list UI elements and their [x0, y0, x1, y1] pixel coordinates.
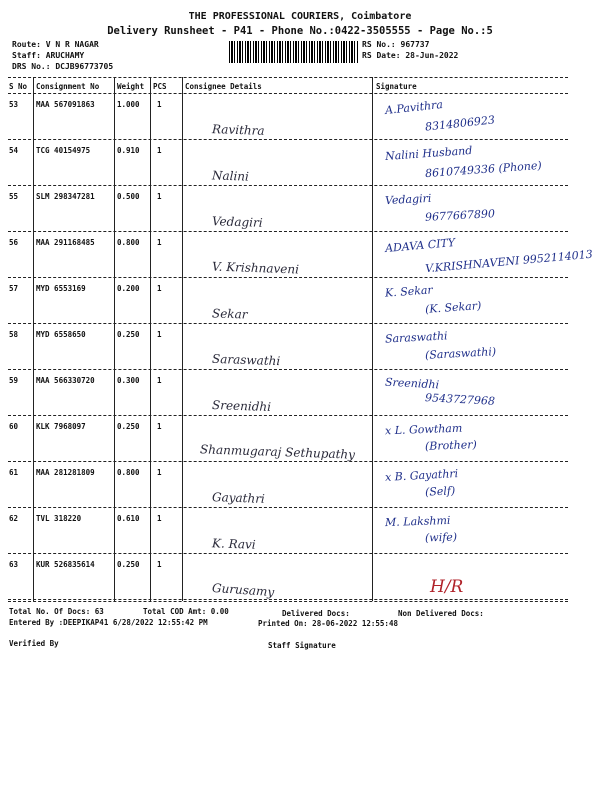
row-signature-note: 9543727968: [424, 391, 496, 408]
row-pcs: 1: [157, 330, 162, 339]
row-consignment-no: TCG 40154975: [36, 146, 91, 155]
staff-label: Staff: ARUCHAMY: [12, 51, 85, 60]
row-signature-note: (K. Sekar): [424, 299, 482, 316]
row-sno: 54: [9, 146, 19, 155]
row-consignee-name: Vedagiri: [211, 214, 263, 230]
row-separator: [8, 277, 568, 278]
row-consignee-name: Sreenidhi: [211, 397, 272, 415]
row-signature-note: (Self): [424, 484, 456, 499]
column-divider: [182, 77, 183, 601]
row-consignment-no: MYD 6558650: [36, 330, 86, 339]
row-weight: 0.250: [117, 422, 140, 431]
row-pcs: 1: [157, 422, 162, 431]
non-delivered-docs: Non Delivered Docs:: [398, 609, 484, 618]
row-sno: 59: [9, 376, 19, 385]
row-weight: 0.800: [117, 238, 140, 247]
row-signature: Vedagiri: [384, 191, 432, 208]
row-consignment-no: TVL 318220: [36, 514, 82, 523]
row-signature-note: V.KRISHNAVENI 9952114013: [424, 247, 594, 276]
row-pcs: 1: [157, 514, 162, 523]
row-weight: 0.500: [117, 192, 140, 201]
row-consignment-no: SLM 298347281: [36, 192, 95, 201]
col-header-consignment: Consignment No: [36, 82, 100, 91]
row-weight: 1.000: [117, 100, 140, 109]
row-separator: [8, 415, 568, 416]
row-sno: 63: [9, 560, 19, 569]
row-signature: Saraswathi: [384, 329, 448, 346]
row-weight: 0.910: [117, 146, 140, 155]
header-bottom-rule: [8, 93, 568, 94]
row-signature-note: 8610749336 (Phone): [424, 158, 543, 181]
printed-on: Printed On: 28-06-2022 12:55:48: [258, 619, 398, 628]
row-consignee-name: Ravithra: [211, 122, 265, 138]
row-consignee-name: K. Ravi: [211, 536, 256, 552]
column-divider: [114, 77, 115, 601]
row-weight: 0.300: [117, 376, 140, 385]
drs-number: DRS No.: DCJB96773705: [12, 62, 114, 71]
row-pcs: 1: [157, 468, 162, 477]
entered-by: Entered By :DEEPIKAP41 6/28/2022 12:55:42 PM: [9, 618, 208, 627]
row-consignee-name: Shanmugaraj Sethupathy: [199, 442, 356, 462]
row-signature-note: 9677667890: [424, 207, 496, 224]
row-signature: K. Sekar: [384, 283, 434, 300]
row-pcs: 1: [157, 560, 162, 569]
col-header-weight: Weight: [117, 82, 145, 91]
column-divider: [150, 77, 151, 601]
row-sno: 53: [9, 100, 19, 109]
row-separator: [8, 599, 568, 600]
col-header-signature: Signature: [376, 82, 417, 91]
table-bottom-rule: [8, 601, 568, 602]
row-signature-note: (wife): [424, 530, 458, 545]
row-signature: x B. Gayathri: [384, 467, 459, 484]
row-separator: [8, 369, 568, 370]
row-sno: 62: [9, 514, 19, 523]
row-consignment-no: MAA 291168485: [36, 238, 95, 247]
delivered-docs: Delivered Docs:: [282, 609, 350, 618]
col-header-consignee: Consignee Details: [185, 82, 262, 91]
row-signature: M. Lakshmi: [384, 513, 451, 530]
row-weight: 0.610: [117, 514, 140, 523]
row-separator: [8, 231, 568, 232]
row-sno: 56: [9, 238, 19, 247]
row-consignment-no: KUR 526835614: [36, 560, 95, 569]
row-separator: [8, 461, 568, 462]
row-consignee-name: Nalini: [211, 168, 250, 184]
row-signature-note: 8314806923: [424, 113, 496, 134]
row-signature: A.Pavithra: [384, 98, 444, 117]
row-sno: 58: [9, 330, 19, 339]
row-consignee-name: Gurusamy: [211, 580, 275, 600]
row-signature: ADAVA CITY: [384, 235, 456, 256]
row-weight: 0.200: [117, 284, 140, 293]
row-pcs: 1: [157, 100, 162, 109]
rs-date: RS Date: 28-Jun-2022: [362, 51, 459, 60]
verified-by: Verified By: [9, 639, 59, 648]
total-cod: Total COD Amt: 0.00: [143, 607, 229, 616]
row-separator: [8, 323, 568, 324]
row-signature-note: (Brother): [424, 438, 478, 453]
barcode-image: [229, 41, 359, 63]
row-separator: [8, 553, 568, 554]
row-separator: [8, 139, 568, 140]
row-pcs: 1: [157, 238, 162, 247]
row-pcs: 1: [157, 376, 162, 385]
row-pcs: 1: [157, 146, 162, 155]
runsheet-subtitle: Delivery Runsheet - P41 - Phone No.:0422-3505555 - Page No.:5: [107, 25, 493, 37]
row-sno: 60: [9, 422, 19, 431]
column-divider: [372, 77, 373, 601]
row-separator: [8, 507, 568, 508]
row-consignee-name: Saraswathi: [211, 351, 281, 369]
col-header-pcs: PCS: [153, 82, 167, 91]
row-consignee-name: Sekar: [211, 306, 248, 322]
row-pcs: 1: [157, 192, 162, 201]
table-top-rule: [8, 77, 568, 78]
row-weight: 0.800: [117, 468, 140, 477]
staff-signature: Staff Signature: [268, 641, 336, 650]
row-weight: 0.250: [117, 330, 140, 339]
row-consignment-no: MAA 566330720: [36, 376, 95, 385]
row-weight: 0.250: [117, 560, 140, 569]
row-signature: Sreenidhi: [384, 375, 440, 392]
row-consignment-no: MYD 6553169: [36, 284, 86, 293]
row-signature: x L. Gowtham: [384, 421, 463, 438]
row-signature: Nalini Husband: [384, 143, 473, 164]
company-title: THE PROFESSIONAL COURIERS, Coimbatore: [188, 11, 412, 22]
row-consignee-name: V. Krishnaveni: [211, 259, 300, 277]
row-sno: 55: [9, 192, 19, 201]
row-consignment-no: MAA 567091863: [36, 100, 95, 109]
rs-number: RS No.: 967737: [362, 40, 430, 49]
row-sno: 61: [9, 468, 19, 477]
total-docs: Total No. Of Docs: 63: [9, 607, 104, 616]
row-signature: H/R: [430, 577, 464, 597]
row-sno: 57: [9, 284, 19, 293]
row-signature-note: (Saraswathi): [424, 345, 497, 362]
row-consignee-name: Gayathri: [211, 490, 266, 506]
row-pcs: 1: [157, 284, 162, 293]
row-separator: [8, 185, 568, 186]
route-label: Route: V N R NAGAR: [12, 40, 99, 49]
col-header-sno: S No: [9, 82, 28, 91]
column-divider: [33, 77, 34, 601]
row-consignment-no: KLK 7968097: [36, 422, 86, 431]
row-consignment-no: MAA 281281809: [36, 468, 95, 477]
